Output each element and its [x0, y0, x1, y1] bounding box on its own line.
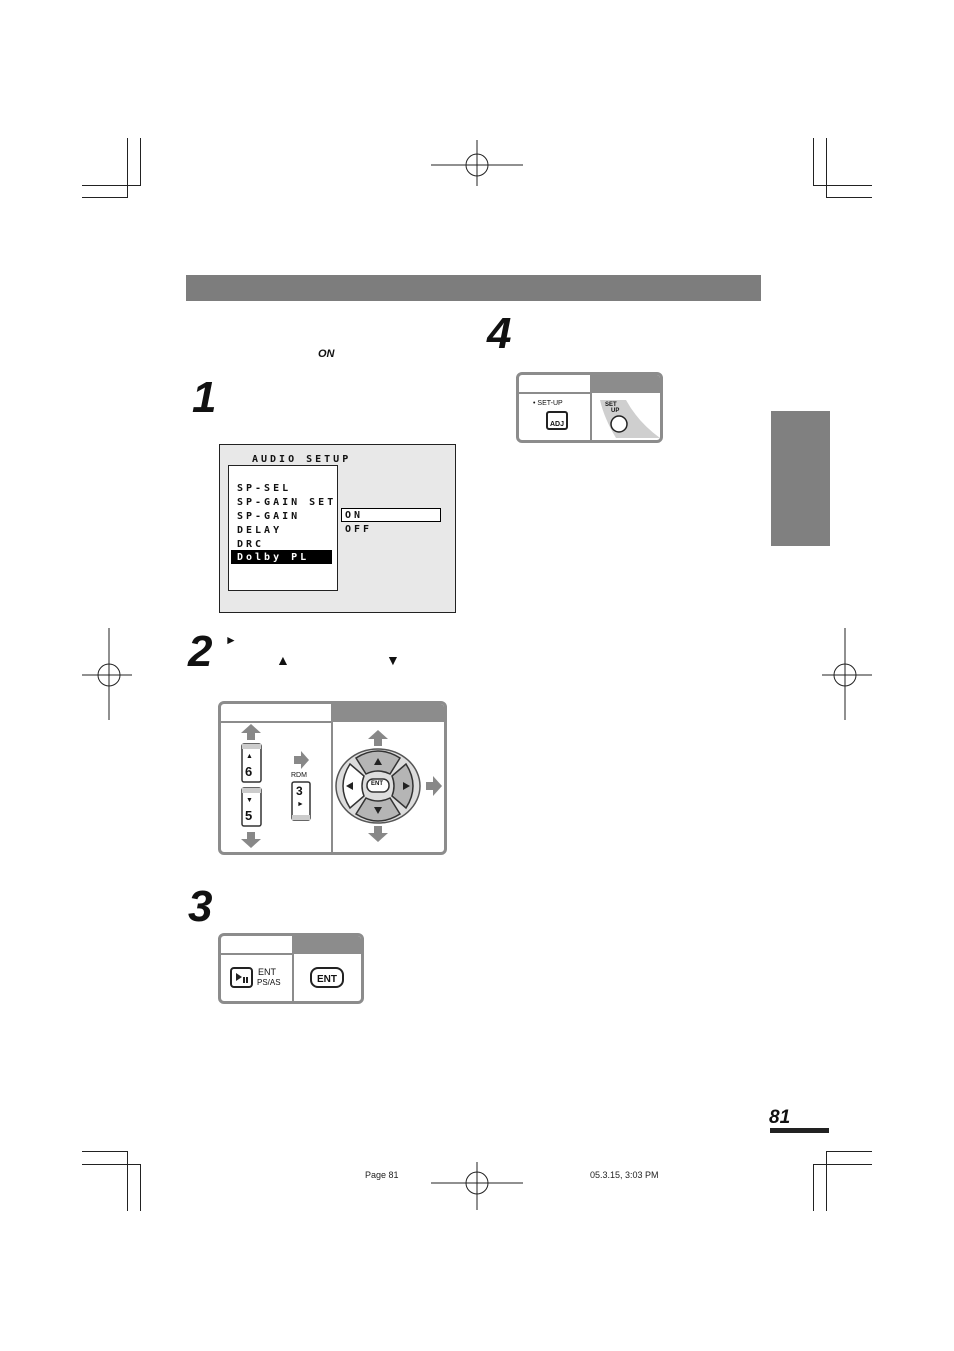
- crop-mark: [826, 1151, 827, 1211]
- right-arrow-icon: ►: [225, 633, 237, 647]
- button-3-glyph: ►: [297, 801, 304, 808]
- ent-label: ENT: [258, 967, 276, 977]
- rdm-label: RDM: [291, 772, 307, 779]
- crop-mark: [813, 138, 814, 186]
- up-arrow-icon: ▲: [276, 652, 290, 668]
- side-chapter-tab: [771, 411, 830, 546]
- down-arrow-icon: ▼: [386, 652, 400, 668]
- button-6-number: 6: [245, 764, 253, 779]
- ent-button: [310, 967, 344, 988]
- button-3-number: 3: [296, 784, 303, 798]
- crop-mark: [82, 197, 128, 198]
- panel-divider: [292, 936, 294, 1004]
- adj-button-label: ADJ: [549, 421, 564, 428]
- crop-mark: [826, 1151, 872, 1152]
- page-number-underline: [770, 1128, 829, 1133]
- play-pause-button-icon: [230, 967, 254, 989]
- crop-mark: [140, 138, 141, 186]
- joystick-ent-label: ENT: [371, 781, 383, 787]
- intro-on-text: ON: [318, 348, 335, 360]
- panel-header: [591, 375, 663, 393]
- crop-mark: [82, 1151, 128, 1152]
- panel-header: [332, 704, 447, 722]
- registration-mark: [431, 1160, 523, 1210]
- crop-mark: [826, 197, 872, 198]
- crop-mark: [127, 1151, 128, 1211]
- section-header-bar: [186, 275, 761, 301]
- button-5-number: 5: [245, 808, 253, 823]
- crop-mark: [127, 138, 128, 197]
- panel-divider: [590, 375, 592, 443]
- osd-menu-item: DRC: [237, 539, 265, 550]
- footer-timestamp: 05.3.15, 3:03 PM: [590, 1170, 659, 1180]
- osd-menu-item-selected: Dolby PL: [237, 552, 310, 563]
- osd-option-off: OFF: [345, 524, 373, 535]
- panel-header: [293, 936, 364, 954]
- step-2-number: 2: [188, 627, 213, 676]
- crop-mark: [826, 138, 827, 197]
- unit-buttons-illustration: [221, 720, 329, 852]
- setup-label: • SET-UP: [533, 400, 563, 407]
- adj-button: [546, 411, 568, 430]
- button-5-glyph: ▼: [246, 797, 253, 804]
- crop-mark: [82, 185, 140, 186]
- crop-mark: [813, 1164, 872, 1165]
- osd-menu-item: DELAY: [237, 525, 283, 536]
- osd-menu-item: SP-GAIN: [237, 511, 301, 522]
- registration-mark: [822, 628, 872, 720]
- remote-joystick-illustration: [332, 724, 444, 850]
- crop-mark: [813, 1164, 814, 1211]
- osd-menu-item: SP-GAIN SET: [237, 497, 337, 508]
- crop-mark: [140, 1164, 141, 1211]
- crop-mark: [82, 1164, 140, 1165]
- ent-button-label: ENT: [317, 974, 337, 985]
- osd-menu-item: SP-SEL: [237, 483, 292, 494]
- osd-option-on: ON: [345, 510, 364, 521]
- page-number: 81: [769, 1107, 791, 1128]
- setup-button-label-line2: UP: [611, 408, 620, 414]
- step-3-number: 3: [188, 882, 213, 931]
- button-6-glyph: ▲: [246, 753, 253, 760]
- psas-label: PS/AS: [257, 978, 281, 987]
- registration-mark: [82, 628, 132, 720]
- registration-mark: [431, 140, 523, 190]
- footer-page-label: Page 81: [365, 1170, 399, 1180]
- panel-header-line: [519, 392, 591, 394]
- panel-header-line: [221, 953, 293, 955]
- audio-setup-screen: [219, 444, 456, 613]
- setup-button-label-line1: SET: [605, 402, 617, 408]
- osd-title: AUDIO SETUP: [252, 454, 352, 465]
- step-1-number: 1: [192, 373, 217, 422]
- crop-mark: [813, 185, 872, 186]
- step-4-number: 4: [487, 309, 512, 358]
